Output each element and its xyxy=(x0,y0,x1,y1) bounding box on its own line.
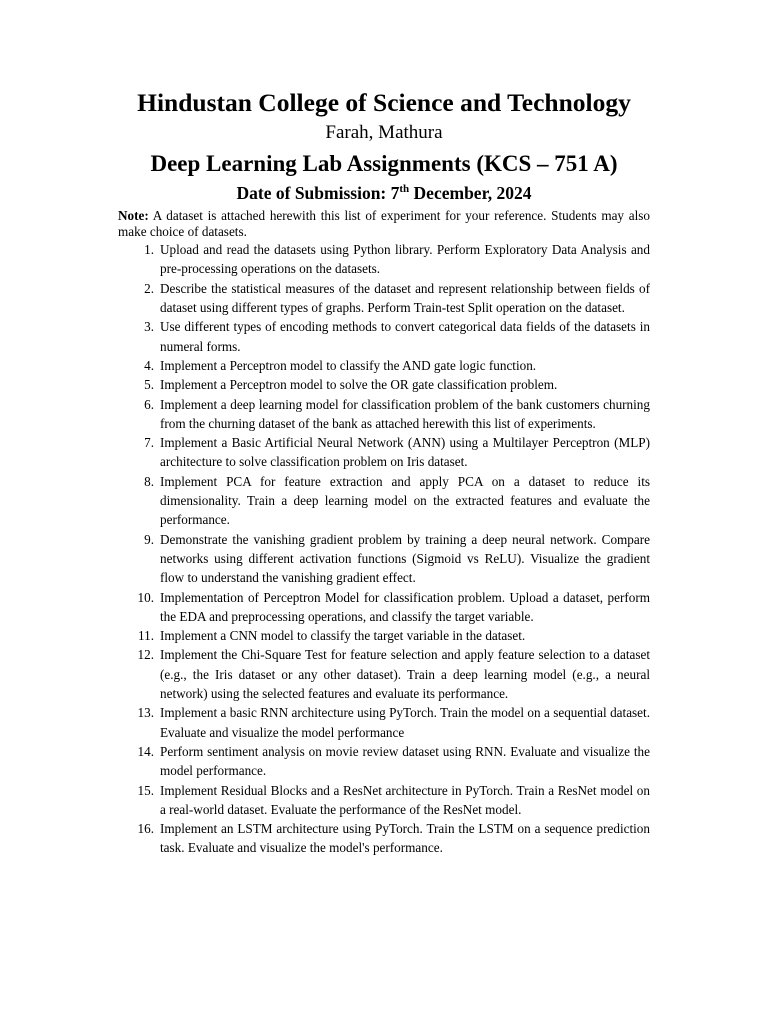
note-paragraph xyxy=(118,208,650,239)
experiment-number: 15. xyxy=(137,782,154,798)
experiment-item xyxy=(118,472,650,530)
experiment-text: Implement a deep learning model for classification problem of the bank customers churning from the churning dataset of the bank as attached herewith this list of experiments. xyxy=(160,396,650,431)
submission-date-ordinal: th xyxy=(399,183,410,195)
experiment-item xyxy=(118,433,650,472)
experiment-number: 7. xyxy=(144,435,154,451)
note-label: Note: xyxy=(118,208,149,223)
experiment-item xyxy=(118,588,650,627)
experiment-number: 5. xyxy=(144,377,154,393)
submission-date xyxy=(118,180,650,206)
experiment-item xyxy=(118,240,650,279)
experiment-item xyxy=(118,375,650,394)
experiment-text: Perform sentiment analysis on movie review dataset using RNN. Evaluate and visualize the model performance. xyxy=(160,743,650,779)
experiment-text: Implement a Basic Artificial Neural Network (ANN) using a Multilayer Perceptron (MLP) architecture to solve classification problem on Iris dataset. xyxy=(160,435,650,470)
experiment-item xyxy=(118,317,650,356)
experiment-text: Implement PCA for feature extraction and apply PCA on a dataset to reduce its dimensionality. Train a deep learning model on the extracted features and evaluate the performance. xyxy=(160,473,650,528)
experiment-number: 8. xyxy=(144,473,154,489)
experiment-text: Implement a Perceptron model to classify the AND gate logic function. xyxy=(160,357,537,373)
submission-date-prefix: Date of Submission: 7 xyxy=(236,183,400,203)
experiment-number: 1. xyxy=(144,242,154,258)
experiment-text: Upload and read the datasets using Python library. Perform Exploratory Data Analysis and pre-processing operations on the datasets. xyxy=(160,242,650,277)
college-location: Farah, Mathura xyxy=(325,122,443,143)
experiment-item xyxy=(118,356,650,375)
experiment-item xyxy=(118,703,650,742)
experiment-number: 2. xyxy=(144,280,154,296)
experiment-item xyxy=(118,530,650,588)
experiment-item xyxy=(118,645,650,703)
note-text: A dataset is attached herewith this list of experiment for your reference. Students may also make choice of datasets. xyxy=(118,208,650,239)
submission-date-suffix: December, 2024 xyxy=(409,183,532,203)
experiment-number: 12. xyxy=(137,647,154,663)
experiment-number: 6. xyxy=(144,396,154,412)
experiment-item xyxy=(118,279,650,318)
experiment-text: Implement a basic RNN architecture using PyTorch. Train the model on a sequential dataset. Evaluate and visualize the model performance xyxy=(160,705,650,740)
experiment-text: Implement a Perceptron model to solve the OR gate classification problem. xyxy=(160,377,558,393)
lab-title: Deep Learning Lab Assignments (KCS – 751 A) xyxy=(150,151,618,176)
experiment-item xyxy=(118,626,650,645)
experiment-number: 11. xyxy=(138,628,154,644)
experiment-number: 3. xyxy=(144,319,154,335)
experiment-item xyxy=(118,395,650,434)
experiment-number: 14. xyxy=(137,743,154,759)
experiment-text: Implement a CNN model to classify the target variable in the dataset. xyxy=(160,628,526,644)
experiment-text: Implement the Chi-Square Test for feature selection and apply feature selection to a dataset (e.g., the Iris dataset or any other dataset). Train a deep learning model (e.g., a neural network) using the selected features and evaluate its performance. xyxy=(160,647,650,702)
experiment-item xyxy=(118,781,650,820)
experiment-number: 16. xyxy=(137,821,154,837)
experiment-text: Implement an LSTM architecture using PyTorch. Train the LSTM on a sequence prediction task. Evaluate and visualize the model's performance. xyxy=(160,821,650,856)
experiment-number: 9. xyxy=(144,531,154,547)
college-name: Hindustan College of Science and Technology xyxy=(137,88,631,117)
experiment-item xyxy=(118,819,650,858)
experiment-number: 4. xyxy=(144,357,154,373)
experiment-item xyxy=(118,742,650,781)
experiment-number: 10. xyxy=(137,589,154,605)
experiment-list xyxy=(118,240,650,858)
experiment-text: Implementation of Perceptron Model for classification problem. Upload a dataset, perform the EDA and preprocessing operations, and classify the target variable. xyxy=(160,589,650,624)
experiment-text: Describe the statistical measures of the dataset and represent relationship between fields of dataset using different types of graphs. Perform Train-test Split operation on the dataset. xyxy=(160,280,650,316)
experiment-text: Demonstrate the vanishing gradient problem by training a deep neural network. Compare networks using different activation functions (Sigmoid vs ReLU). Visualize the gradient flow to understand the vanishing gradient effect. xyxy=(160,531,650,586)
experiment-text: Use different types of encoding methods to convert categorical data fields of the datasets in numeral forms. xyxy=(160,319,650,354)
experiment-text: Implement Residual Blocks and a ResNet architecture in PyTorch. Train a ResNet model on a real-world dataset. Evaluate the performance of the ResNet model. xyxy=(160,782,650,817)
experiment-number: 13. xyxy=(137,705,154,721)
